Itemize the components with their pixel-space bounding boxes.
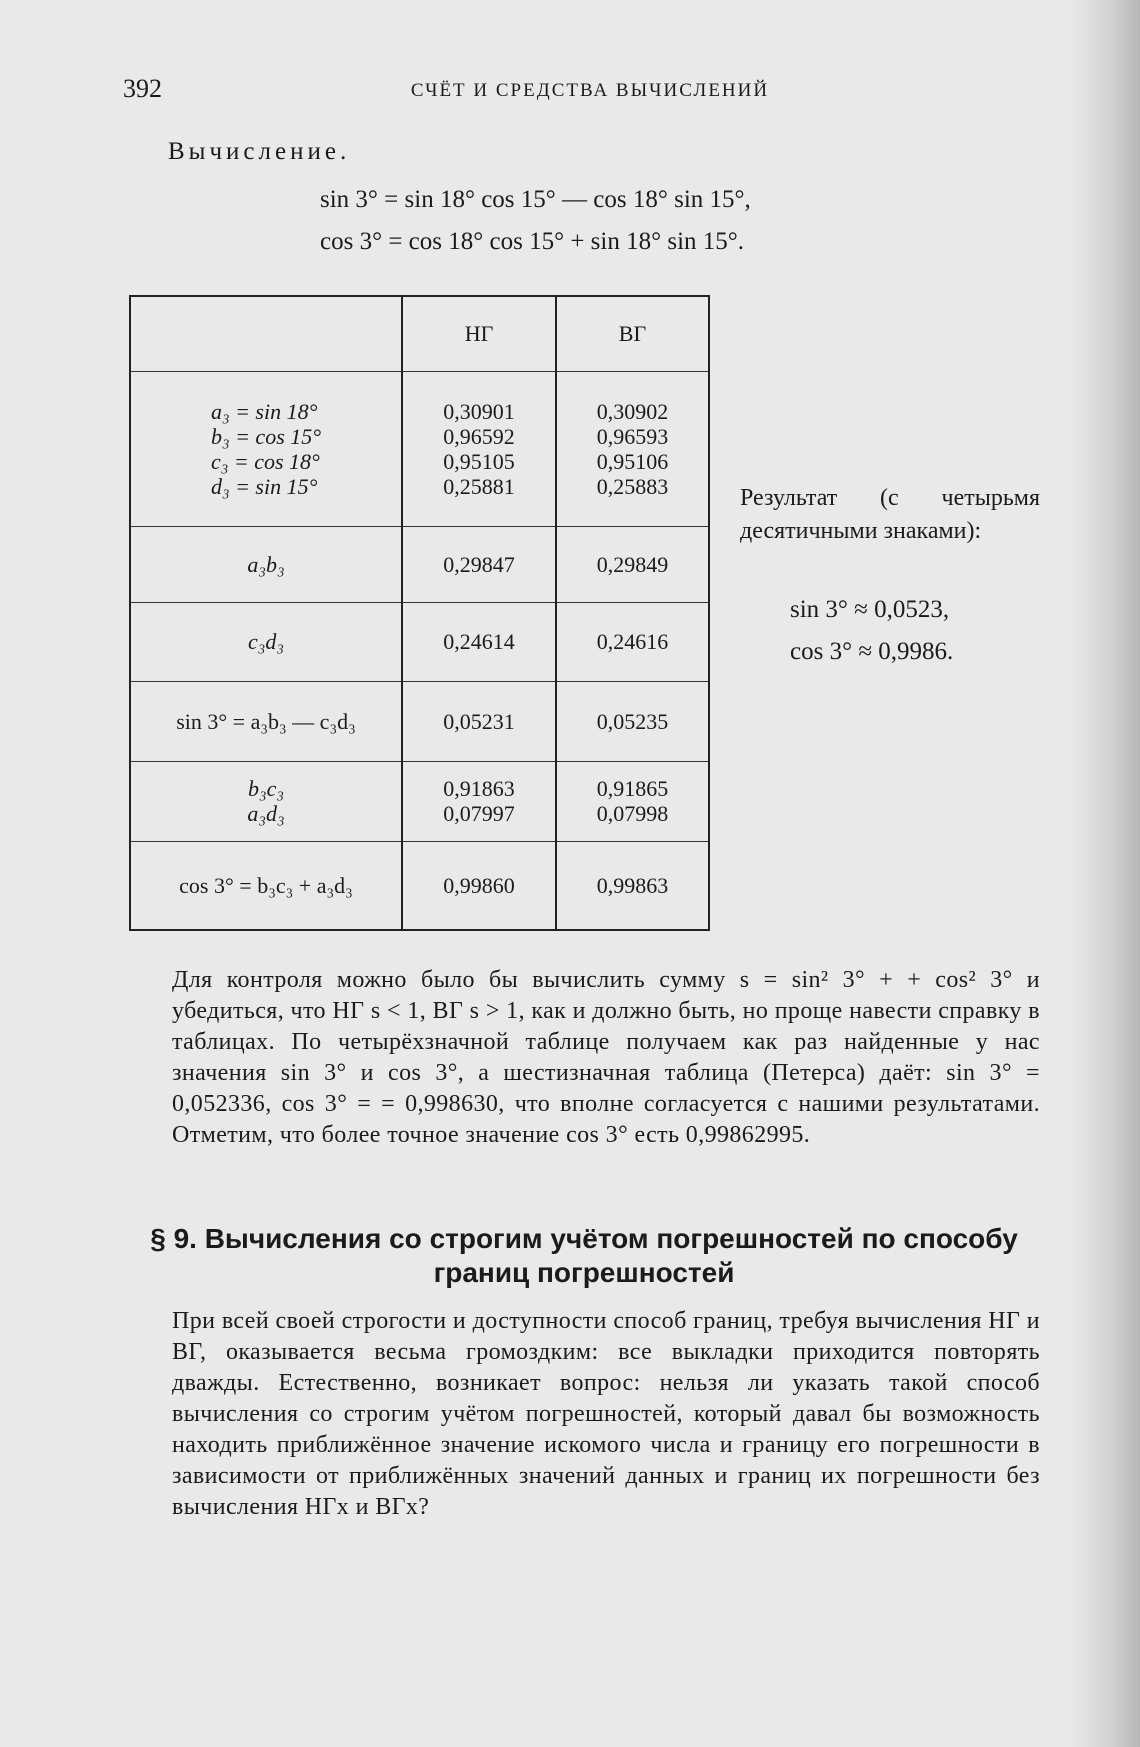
value: 0,24616 bbox=[556, 602, 708, 681]
value: 0,05231 bbox=[402, 681, 556, 761]
result-caption-text: Результат (с четырьмя десятичными знаками): bbox=[740, 485, 1040, 544]
value: 0,30902 bbox=[596, 398, 669, 424]
value: 0,25883 bbox=[596, 473, 669, 499]
value: 0,30901 bbox=[443, 398, 515, 424]
formula-sin: sin 3° = sin 18° cos 15° — cos 18° sin 15°, bbox=[320, 186, 751, 213]
running-title: СЧЁТ И СРЕДСТВА ВЫЧИСЛЕНИЙ bbox=[410, 80, 770, 101]
vg-cell bbox=[556, 371, 708, 526]
value: 0,07998 bbox=[596, 801, 669, 826]
label: cos 3° = b₃c₃ + a₃d₃ bbox=[179, 872, 353, 898]
control-paragraph bbox=[172, 965, 1040, 1151]
header-upper-bound: ВГ bbox=[556, 297, 708, 371]
page-edge-shadow bbox=[1070, 0, 1140, 1747]
value: 0,29847 bbox=[402, 526, 556, 602]
value: 0,05235 bbox=[556, 681, 708, 761]
row-labels bbox=[131, 371, 402, 526]
table-row bbox=[131, 681, 708, 761]
vg-cell bbox=[556, 761, 708, 841]
table-row bbox=[131, 841, 708, 929]
label: a₃b₃ bbox=[131, 526, 402, 602]
bounds-table bbox=[129, 295, 710, 931]
value: 0,24614 bbox=[402, 602, 556, 681]
table-header-row bbox=[131, 297, 708, 371]
row-labels bbox=[131, 761, 402, 841]
header-lower-bound: НГ bbox=[402, 297, 556, 371]
label: c₃ = cos 18° bbox=[210, 448, 320, 474]
table-row bbox=[131, 371, 708, 526]
value: 0,07997 bbox=[443, 801, 515, 826]
bounds-table-grid bbox=[131, 297, 708, 929]
header-empty bbox=[131, 297, 402, 371]
label: a₃d₃ bbox=[247, 801, 285, 826]
value: 0,29849 bbox=[556, 526, 708, 602]
value: 0,96593 bbox=[596, 423, 669, 449]
section-paragraph-text: При всей своей строгости и доступности способ границ, требуя вычисления НГ и ВГ, оказывается весьма громоздким: все выкладки приходится повторять дважды. Естественно, возникает вопрос: нельзя ли указать такой способ вычисления со строгим учётом погрешностей, который давал бы возможность находить приближённое значение искомого числа и границу его погрешности в зависимости от приближённых значений данных и границ их погрешности без вычисления НГx и ВГx? bbox=[172, 1308, 1040, 1520]
label: sin 3° = a₃b₃ — c₃d₃ bbox=[131, 681, 402, 761]
formula-cos: cos 3° = cos 18° cos 15° + sin 18° sin 15°. bbox=[320, 228, 745, 255]
ng-cell bbox=[402, 371, 556, 526]
control-paragraph-text: Для контроля можно было бы вычислить сумму s = sin² 3° + + cos² 3° и убедиться, что НГ s < 1, ВГ s > 1, как и должно быть, но проще навести справку в таблицах. По четырёхзначной таблице получаем как раз найденные у нас значения sin 3° и cos 3°, а шестизначная таблица (Петерса) даёт: sin 3° = 0,052336, cos 3° = = 0,998630, что вполне согласуется с нашими результатами. Отметим, что более точное значение cos 3° есть 0,99862995. bbox=[172, 967, 1040, 1148]
calculation-heading: Вычисление. bbox=[168, 138, 351, 165]
value: 0,95105 bbox=[443, 448, 515, 474]
table-row bbox=[131, 602, 708, 681]
section-paragraph bbox=[172, 1306, 1040, 1523]
label: c₃d₃ bbox=[131, 602, 402, 681]
value: 0,99863 bbox=[556, 841, 708, 929]
value: 0,99860 bbox=[402, 841, 556, 929]
value: 0,95106 bbox=[596, 448, 669, 474]
page-number: 392 bbox=[123, 74, 162, 103]
result-caption bbox=[740, 482, 1040, 548]
table-row bbox=[131, 526, 708, 602]
value: 0,91865 bbox=[596, 776, 669, 801]
label: a₃ = sin 18° bbox=[210, 398, 318, 424]
value: 0,96592 bbox=[443, 423, 515, 449]
value: 0,25881 bbox=[443, 473, 515, 499]
result-cos: cos 3° ≈ 0,9986. bbox=[790, 638, 954, 665]
table-row bbox=[131, 761, 708, 841]
label: b₃c₃ bbox=[247, 776, 285, 801]
label: b₃ = cos 15° bbox=[210, 423, 322, 449]
ng-cell bbox=[402, 761, 556, 841]
value: 0,91863 bbox=[443, 776, 515, 801]
result-sin: sin 3° ≈ 0,0523, bbox=[790, 596, 950, 623]
label: d₃ = sin 15° bbox=[210, 473, 318, 499]
section-title: § 9. Вычисления со строгим учётом погрешностей по способу границ погрешностей bbox=[150, 1223, 1018, 1288]
